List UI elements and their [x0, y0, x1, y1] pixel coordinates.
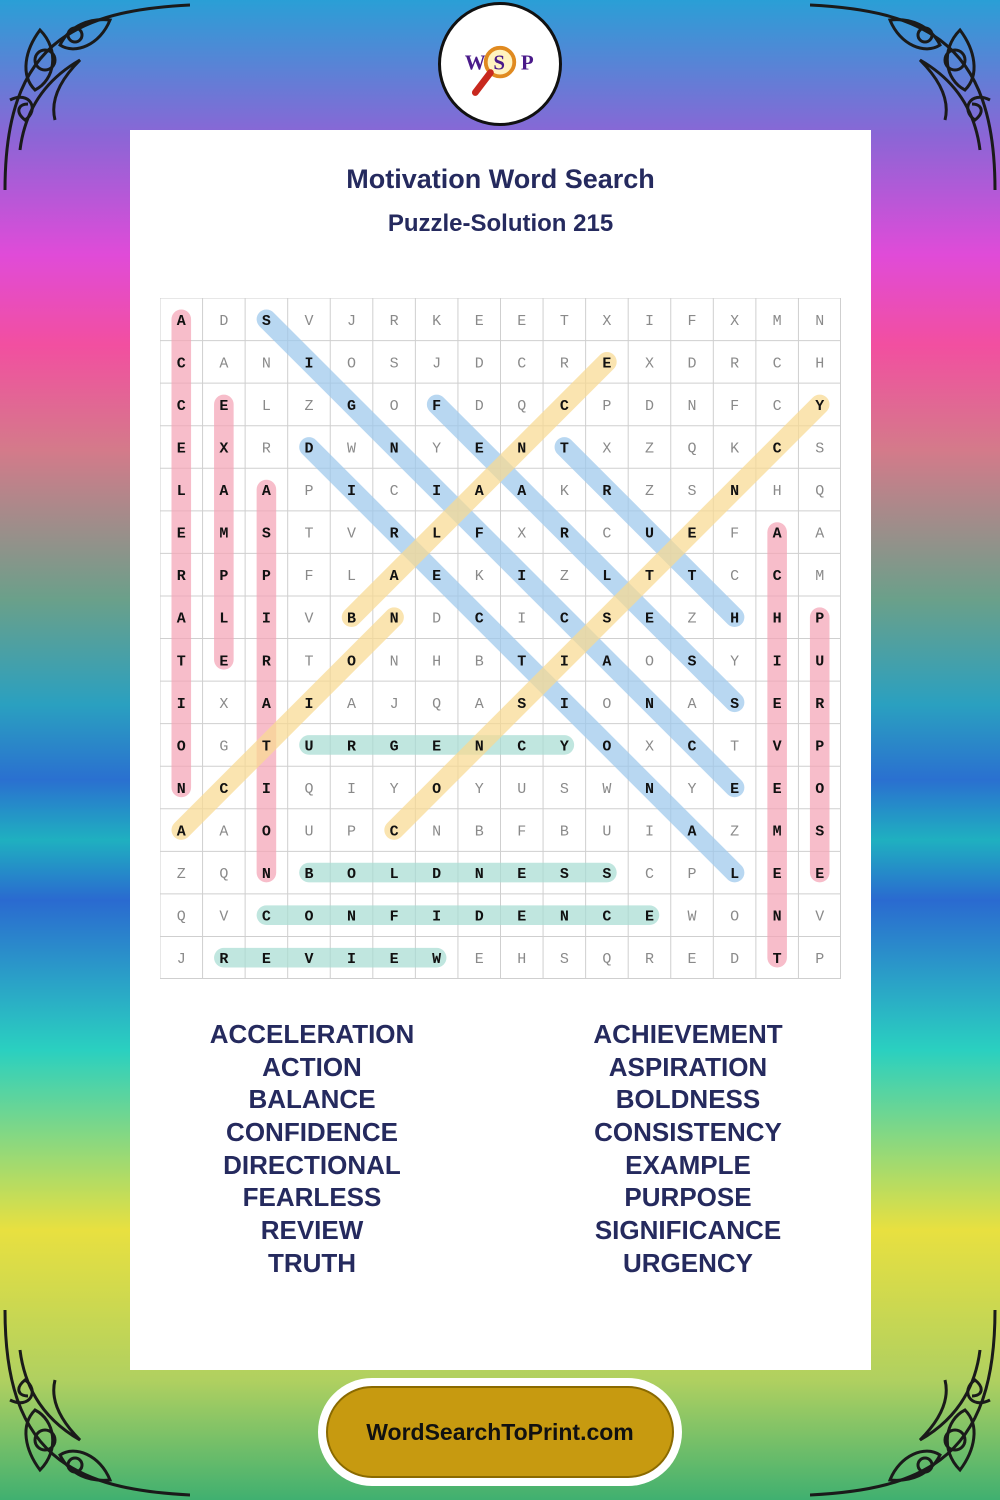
grid-letter[interactable]: C [772, 440, 782, 458]
grid-letter[interactable]: E [474, 440, 484, 458]
grid-letter[interactable]: O [644, 653, 654, 671]
grid-letter[interactable]: R [176, 568, 186, 586]
grid-letter[interactable]: B [474, 653, 484, 671]
grid-letter[interactable]: E [432, 568, 442, 586]
grid-letter[interactable]: X [602, 440, 612, 458]
grid-letter[interactable]: S [517, 695, 527, 713]
grid-letter[interactable]: H [432, 653, 442, 671]
grid-letter[interactable]: S [261, 312, 271, 330]
grid-letter[interactable]: I [432, 483, 442, 501]
grid-letter[interactable]: F [304, 568, 314, 586]
grid-letter[interactable]: P [815, 951, 825, 969]
grid-letter[interactable]: S [559, 866, 569, 884]
grid-letter[interactable]: E [687, 951, 697, 969]
grid-letter[interactable]: T [644, 568, 654, 586]
grid-letter[interactable]: N [261, 866, 271, 884]
grid-letter[interactable]: C [389, 483, 399, 501]
grid-letter[interactable]: I [261, 610, 271, 628]
grid-letter[interactable]: C [772, 355, 782, 373]
word-list-item: ACTION [262, 1051, 362, 1082]
grid-letter[interactable]: J [389, 695, 399, 713]
grid-letter[interactable]: R [602, 483, 612, 501]
grid-letter[interactable]: A [219, 355, 229, 373]
grid-letter[interactable]: A [687, 823, 697, 841]
grid-letter[interactable]: P [304, 483, 314, 501]
grid-letter[interactable]: I [304, 355, 314, 373]
word-list-left [152, 1018, 472, 1280]
grid-letter[interactable]: O [176, 738, 186, 756]
grid-letter[interactable]: X [644, 738, 654, 756]
grid-letter[interactable]: B [304, 866, 314, 884]
magnifier-handle-icon [475, 73, 490, 93]
grid-letter[interactable]: V [304, 951, 314, 969]
grid-letter[interactable]: E [815, 866, 825, 884]
grid-letter[interactable]: Q [176, 908, 186, 926]
grid-letter[interactable]: E [389, 951, 399, 969]
grid-letter[interactable]: E [176, 440, 186, 458]
grid-letter[interactable]: D [432, 610, 442, 628]
grid-letter[interactable]: Y [474, 780, 484, 798]
grid-letter[interactable]: O [602, 695, 612, 713]
grid-letter[interactable]: L [347, 568, 357, 586]
grid-letter[interactable]: S [389, 355, 399, 373]
letter-grid[interactable] [160, 298, 841, 979]
grid-letter[interactable]: E [219, 397, 229, 415]
word-list-item: TRUTH [267, 1247, 357, 1278]
grid-letter[interactable]: A [474, 483, 484, 501]
grid-letter[interactable]: B [559, 823, 569, 841]
grid-letter[interactable]: P [261, 568, 271, 586]
grid-letter[interactable]: L [389, 866, 399, 884]
grid-letter[interactable]: K [730, 440, 740, 458]
word-list-item: ACCELERATION [209, 1019, 415, 1049]
grid-letter[interactable]: Z [644, 440, 654, 458]
grid-letter[interactable]: I [517, 610, 527, 628]
grid-letter[interactable]: X [219, 695, 229, 713]
grid-letter[interactable]: A [219, 483, 229, 501]
grid-letter[interactable]: H [772, 610, 782, 628]
grid-letter[interactable]: E [261, 951, 271, 969]
grid-letter[interactable]: Q [602, 951, 612, 969]
grid-letter[interactable]: N [815, 312, 825, 330]
grid-letter[interactable]: O [347, 653, 357, 671]
grid-letter[interactable]: D [730, 951, 740, 969]
grid-letter[interactable]: M [219, 525, 229, 543]
grid-letter[interactable]: O [347, 866, 357, 884]
logo-letter-s: S [493, 50, 505, 75]
grid-letter[interactable]: S [687, 653, 697, 671]
grid-letter[interactable]: E [219, 653, 229, 671]
grid-letter[interactable]: O [602, 738, 612, 756]
grid-letter[interactable]: E [772, 780, 782, 798]
grid-letter[interactable]: A [772, 525, 782, 543]
logo-letter-w: W [464, 50, 486, 75]
puzzle-sheet [130, 130, 871, 1370]
grid-letter[interactable]: A [347, 695, 357, 713]
grid-letter[interactable]: X [602, 312, 612, 330]
site-link-text: WordSearchToPrint.com [366, 1418, 634, 1445]
grid-letter[interactable]: X [644, 355, 654, 373]
word-list-item: DIRECTIONAL [223, 1149, 401, 1180]
word-list-item: CONFIDENCE [226, 1117, 398, 1148]
grid-letter[interactable]: O [261, 823, 271, 841]
grid-letter[interactable]: R [219, 951, 229, 969]
grid-letter[interactable]: M [815, 568, 825, 586]
grid-letter[interactable]: N [474, 866, 484, 884]
grid-letter[interactable]: Z [304, 397, 314, 415]
word-list-item: ACHIEVEMENT [593, 1019, 783, 1049]
grid-letter[interactable]: L [261, 397, 271, 415]
grid-letter[interactable]: E [772, 866, 782, 884]
grid-letter[interactable]: A [474, 695, 484, 713]
grid-letter[interactable]: Q [219, 866, 229, 884]
grid-letter[interactable]: I [347, 780, 357, 798]
grid-letter[interactable]: X [517, 525, 527, 543]
grid-letter[interactable]: R [730, 355, 740, 373]
grid-letter[interactable]: Z [687, 610, 697, 628]
grid-letter[interactable]: Q [815, 483, 825, 501]
grid-letter[interactable]: E [644, 610, 654, 628]
grid-letter[interactable]: D [644, 397, 654, 415]
grid-letter[interactable]: S [730, 695, 740, 713]
grid-letter[interactable]: E [602, 355, 612, 373]
grid-letter[interactable]: N [389, 440, 399, 458]
grid-letter[interactable]: D [687, 355, 697, 373]
grid-letter[interactable]: Q [432, 695, 442, 713]
grid-letter[interactable]: I [304, 695, 314, 713]
grid-letter[interactable]: I [644, 312, 654, 330]
grid-letter[interactable]: L [176, 483, 186, 501]
grid-letter[interactable]: M [772, 823, 782, 841]
grid-letter[interactable]: D [474, 355, 484, 373]
grid-letter[interactable]: C [602, 908, 612, 926]
grid-letter[interactable]: L [602, 568, 612, 586]
word-list-item: FEARLESS [242, 1182, 382, 1213]
grid-letter[interactable]: N [389, 653, 399, 671]
grid-letter[interactable]: F [730, 397, 740, 415]
grid-letter[interactable]: P [602, 397, 612, 415]
grid-letter[interactable]: A [176, 823, 186, 841]
grid-letter[interactable]: L [730, 866, 740, 884]
grid-letter[interactable]: C [772, 568, 782, 586]
grid-letter[interactable]: I [772, 653, 782, 671]
grid-letter[interactable]: Z [730, 823, 740, 841]
grid-letter[interactable]: H [517, 951, 527, 969]
grid-letter[interactable]: V [772, 738, 782, 756]
grid-letter[interactable]: W [347, 440, 357, 458]
grid-letter[interactable]: R [559, 355, 569, 373]
grid-letter[interactable]: O [815, 780, 825, 798]
grid-letter[interactable]: N [559, 908, 569, 926]
grid-letter[interactable]: I [644, 823, 654, 841]
grid-letter[interactable]: W [687, 908, 697, 926]
grid-letter[interactable]: H [815, 355, 825, 373]
grid-letter[interactable]: A [517, 483, 527, 501]
grid-letter[interactable]: H [730, 610, 740, 628]
grid-letter[interactable]: C [176, 355, 186, 373]
grid-letter[interactable]: R [644, 951, 654, 969]
grid-letter[interactable]: L [432, 525, 442, 543]
grid-letter[interactable]: T [304, 525, 314, 543]
grid-letter[interactable]: W [602, 780, 612, 798]
grid-letter[interactable]: Z [644, 483, 654, 501]
grid-letter[interactable]: Q [517, 397, 527, 415]
grid-letter[interactable]: I [347, 951, 357, 969]
grid-letter[interactable]: O [304, 908, 314, 926]
grid-letter[interactable]: U [602, 823, 612, 841]
grid-letter[interactable]: H [772, 483, 782, 501]
grid-letter[interactable]: D [474, 397, 484, 415]
grid-letter[interactable]: B [474, 823, 484, 841]
grid-letter[interactable]: P [815, 738, 825, 756]
grid-letter[interactable]: E [730, 780, 740, 798]
grid-letter[interactable]: E [644, 908, 654, 926]
grid-letter[interactable]: A [815, 525, 825, 543]
word-list-item: REVIEW [260, 1215, 364, 1246]
grid-letter[interactable]: Y [432, 440, 442, 458]
grid-letter[interactable]: V [219, 908, 229, 926]
grid-letter[interactable]: W [432, 951, 442, 969]
grid-letter[interactable]: D [432, 866, 442, 884]
grid-letter[interactable]: F [517, 823, 527, 841]
grid-letter[interactable]: C [687, 738, 697, 756]
grid-letter[interactable]: C [772, 397, 782, 415]
grid-letter[interactable]: A [602, 653, 612, 671]
grid-letter[interactable]: A [219, 823, 229, 841]
grid-letter[interactable]: A [176, 610, 186, 628]
grid-letter[interactable]: Q [304, 780, 314, 798]
grid-letter[interactable]: T [517, 653, 527, 671]
grid-letter[interactable]: T [687, 568, 697, 586]
grid-letter[interactable]: E [517, 866, 527, 884]
grid-letter[interactable]: Y [815, 397, 825, 415]
grid-letter[interactable]: O [347, 355, 357, 373]
word-list-item: BOLDNESS [615, 1084, 761, 1115]
grid-letter[interactable]: J [176, 951, 186, 969]
grid-letter[interactable]: O [389, 397, 399, 415]
wsp-logo[interactable] [438, 2, 562, 126]
grid-letter[interactable]: U [517, 780, 527, 798]
grid-letter[interactable]: A [261, 483, 271, 501]
grid-letter[interactable]: E [432, 738, 442, 756]
grid-letter[interactable]: R [559, 525, 569, 543]
grid-letter[interactable]: C [389, 823, 399, 841]
grid-letter[interactable]: F [432, 397, 442, 415]
grid-letter[interactable]: N [644, 780, 654, 798]
grid-letter[interactable]: C [261, 908, 271, 926]
grid-letter[interactable]: X [730, 312, 740, 330]
puzzle-title: Motivation Word Search [346, 164, 655, 194]
grid-letter[interactable]: Y [559, 738, 569, 756]
grid-letter[interactable]: O [432, 780, 442, 798]
grid-letter[interactable]: S [261, 525, 271, 543]
grid-letter[interactable]: C [176, 397, 186, 415]
site-link-pill [326, 1386, 674, 1478]
grid-letter[interactable]: S [559, 951, 569, 969]
grid-letter[interactable]: C [730, 568, 740, 586]
grid-letter[interactable]: S [815, 440, 825, 458]
grid-letter[interactable]: N [389, 610, 399, 628]
grid-letter[interactable]: T [559, 440, 569, 458]
grid-letter[interactable]: I [432, 908, 442, 926]
grid-letter[interactable]: R [815, 695, 825, 713]
grid-letter[interactable]: E [474, 951, 484, 969]
grid-letter[interactable]: Z [176, 866, 186, 884]
grid-letter[interactable]: B [347, 610, 357, 628]
grid-letter[interactable]: P [687, 866, 697, 884]
grid-letter[interactable]: P [815, 610, 825, 628]
grid-letter[interactable]: Z [559, 568, 569, 586]
grid-letter[interactable]: I [347, 483, 357, 501]
grid-letter[interactable]: R [347, 738, 357, 756]
grid-letter[interactable]: S [815, 823, 825, 841]
grid-letter[interactable]: V [304, 312, 314, 330]
grid-letter[interactable]: T [730, 738, 740, 756]
grid-letter[interactable]: T [304, 653, 314, 671]
grid-letter[interactable]: V [347, 525, 357, 543]
word-list-item: ASPIRATION [608, 1051, 768, 1082]
grid-letter[interactable]: P [347, 823, 357, 841]
grid-letter[interactable]: E [687, 525, 697, 543]
grid-letter[interactable]: S [559, 780, 569, 798]
word-list-item: CONSISTENCY [594, 1117, 782, 1148]
grid-letter[interactable]: Y [730, 653, 740, 671]
word-list-item: EXAMPLE [625, 1149, 751, 1180]
grid-letter[interactable]: G [389, 738, 399, 756]
word-list-right [528, 1018, 848, 1280]
grid-letter[interactable]: R [389, 312, 399, 330]
word-list-item: URGENCY [622, 1247, 753, 1278]
grid-letter[interactable]: J [432, 355, 442, 373]
grid-letter[interactable]: G [347, 397, 357, 415]
word-list-item: PURPOSE [624, 1182, 752, 1213]
grid-letter[interactable]: I [559, 695, 569, 713]
grid-letter[interactable]: F [389, 908, 399, 926]
grid-letter[interactable]: K [432, 312, 442, 330]
grid-letter[interactable]: N [730, 483, 740, 501]
grid-letter[interactable]: C [559, 397, 569, 415]
grid-letter[interactable]: U [304, 738, 314, 756]
grid-letter[interactable]: E [772, 695, 782, 713]
grid-letter[interactable]: C [602, 525, 612, 543]
grid-letter[interactable]: A [687, 695, 697, 713]
grid-letter[interactable]: C [517, 738, 527, 756]
grid-letter[interactable]: I [176, 695, 186, 713]
grid-letter[interactable]: N [261, 355, 271, 373]
grid-letter[interactable]: T [559, 312, 569, 330]
grid-letter[interactable]: E [474, 312, 484, 330]
grid-letter[interactable]: C [219, 780, 229, 798]
grid-letter[interactable]: F [687, 312, 697, 330]
grid-letter[interactable]: U [815, 653, 825, 671]
grid-letter[interactable]: F [474, 525, 484, 543]
grid-letter[interactable]: T [772, 951, 782, 969]
grid-letter[interactable]: A [389, 568, 399, 586]
grid-letter[interactable]: N [347, 908, 357, 926]
grid-letter[interactable]: O [730, 908, 740, 926]
grid-letter[interactable]: D [474, 908, 484, 926]
grid-letter[interactable]: Y [389, 780, 399, 798]
grid-letter[interactable]: R [389, 525, 399, 543]
grid-letter[interactable]: I [559, 653, 569, 671]
grid-letter[interactable]: V [815, 908, 825, 926]
grid-letter[interactable]: I [517, 568, 527, 586]
grid-letter[interactable]: J [347, 312, 357, 330]
grid-letter[interactable]: N [644, 695, 654, 713]
grid-letter[interactable]: M [772, 312, 782, 330]
logo-letter-p: P [520, 50, 534, 75]
grid-letter[interactable]: E [517, 908, 527, 926]
grid-letter[interactable]: K [559, 483, 569, 501]
grid-letter[interactable]: E [517, 312, 527, 330]
grid-letter[interactable]: N [687, 397, 697, 415]
grid-letter[interactable]: R [261, 653, 271, 671]
grid-letter[interactable]: N [517, 440, 527, 458]
grid-letter[interactable]: P [219, 568, 229, 586]
word-list-item: SIGNIFICANCE [594, 1215, 782, 1246]
grid-letter[interactable]: C [474, 610, 484, 628]
grid-letter[interactable]: N [432, 823, 442, 841]
word-list-item: BALANCE [248, 1084, 376, 1115]
grid-letter[interactable]: A [176, 312, 186, 330]
grid-letter[interactable]: E [176, 525, 186, 543]
puzzle-subtitle: Puzzle-Solution 215 [387, 210, 614, 237]
grid-letter[interactable]: N [176, 780, 186, 798]
grid-letter[interactable]: N [772, 908, 782, 926]
grid-letter[interactable]: C [644, 866, 654, 884]
grid-letter[interactable]: D [304, 440, 314, 458]
grid-letter[interactable]: S [687, 483, 697, 501]
grid-letter[interactable]: T [176, 653, 186, 671]
grid-letter[interactable]: N [474, 738, 484, 756]
grid-letter[interactable]: V [304, 610, 314, 628]
grid-letter[interactable]: T [261, 738, 271, 756]
grid-letter[interactable]: C [559, 610, 569, 628]
site-link-button[interactable] [318, 1378, 682, 1486]
grid-letter[interactable]: U [644, 525, 654, 543]
grid-letter[interactable]: S [602, 866, 612, 884]
grid-letter[interactable]: Y [687, 780, 697, 798]
grid-letter[interactable]: G [219, 738, 229, 756]
grid-letter[interactable]: L [219, 610, 229, 628]
grid-letter[interactable]: Q [687, 440, 697, 458]
grid-letter[interactable]: X [219, 440, 229, 458]
grid-letter[interactable]: F [730, 525, 740, 543]
grid-letter[interactable]: A [261, 695, 271, 713]
grid-letter[interactable]: S [602, 610, 612, 628]
grid-letter[interactable]: R [261, 440, 271, 458]
grid-letter[interactable]: D [219, 312, 229, 330]
grid-letter[interactable]: U [304, 823, 314, 841]
grid-letter[interactable]: C [517, 355, 527, 373]
grid-letter[interactable]: K [474, 568, 484, 586]
grid-letter[interactable]: I [261, 780, 271, 798]
